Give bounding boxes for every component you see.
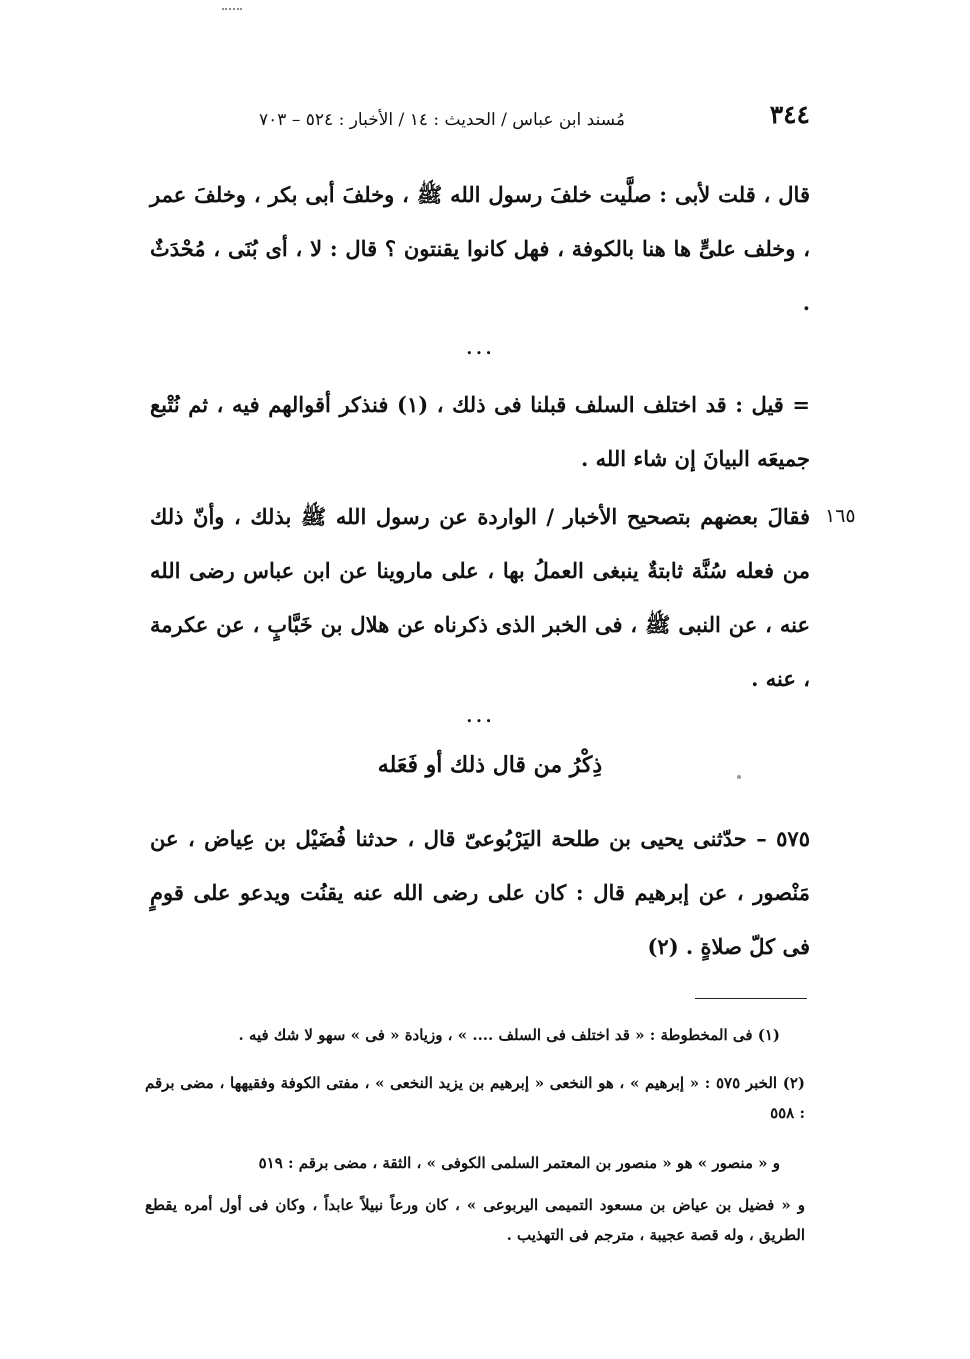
footnote-2: (٢) الخبر ٥٧٥ : « إبرهيم » ، هو النخعى « إبرهيم بن يزيد النخعى » ، مفتى الكوفة وفقيهها ، مضى برقم : ٥٥٨ [145, 1074, 805, 1122]
footnote-4: و « فضيل بن عياض بن مسعود التميمى اليربوعى » ، كان ورعاً نبيلاً عابداً ، وكان فى أول أمره يقطع الطريق ، وله قصة عجيبة ، مترجم فى التهذيب . [145, 1196, 805, 1244]
footnote-1: (١) فى المخطوطة : « قد اختلف فى السلف .... » ، وزيادة « فى » سهو لا شك فيه . [238, 1026, 780, 1044]
scan-mark-2 [737, 775, 741, 779]
footnote-rule [695, 998, 807, 999]
footnote-3: و « منصور » هو « منصور بن المعتمر السلمى الكوفى » ، الثقة ، مضى برقم : ٥١٩ [258, 1154, 780, 1172]
section-heading: ذِكْرُ من قال ذلك أو فَعَله [377, 752, 603, 778]
scan-mark [222, 0, 242, 10]
section-separator-2: ... [465, 700, 495, 728]
paragraph-1: قال ، قلت لأبى : صلَّيت خلفَ رسول الله ﷺ ، وخلفَ أبى بكر ، وخلفَ عمر ، وخلف علىٍّ ها هنا بالكوفة ، فهل كانوا يقنتون ؟ قال : لا ، أى بُنَى ، مُحْدَثٌ . [150, 182, 810, 315]
paragraph-4: ٥٧٥ – حدّثنى يحيى بن طلحة اليَرْبُوعىّ قال ، حدثنا فُضَيْل بن عِياض ، عن مَنْصور ، عن إبرهيم قال : كان على رضى الله عنه يقنُت ويدعو على قومٍ فى كلّ صلاةٍ . (٢) [150, 826, 810, 959]
paragraph-3: فقالَ بعضهم بتصحيح الأخبار / الواردة عن رسول الله ﷺ بذلك ، وأنّ ذلك من فعله سُنَّة ثابتةٌ ينبغى العملُ بها ، على ماروينا عن ابن عباس رضى الله عنه ، عن النبى ﷺ ، فى الخبر الذى ذكرناه عن هلال بن خَبَّابٍ ، عن عكرمة ، عنه . [150, 504, 810, 691]
paragraph-2: = قيل : قد اختلف السلف قبلنا فى ذلك ، (١) فنذكر أقوالهم فيه ، ثم نُتْبع جميعَه البيانَ إن شاء الله . [150, 392, 810, 471]
page-number: ٣٤٤ [769, 100, 810, 129]
running-title: مُسند ابن عباس / الحديث : ١٤ / الأخبار : ٥٢٤ – ٧٠٣ [259, 110, 625, 130]
margin-number: ١٦٥ [825, 505, 856, 527]
section-separator: ... [465, 332, 495, 360]
